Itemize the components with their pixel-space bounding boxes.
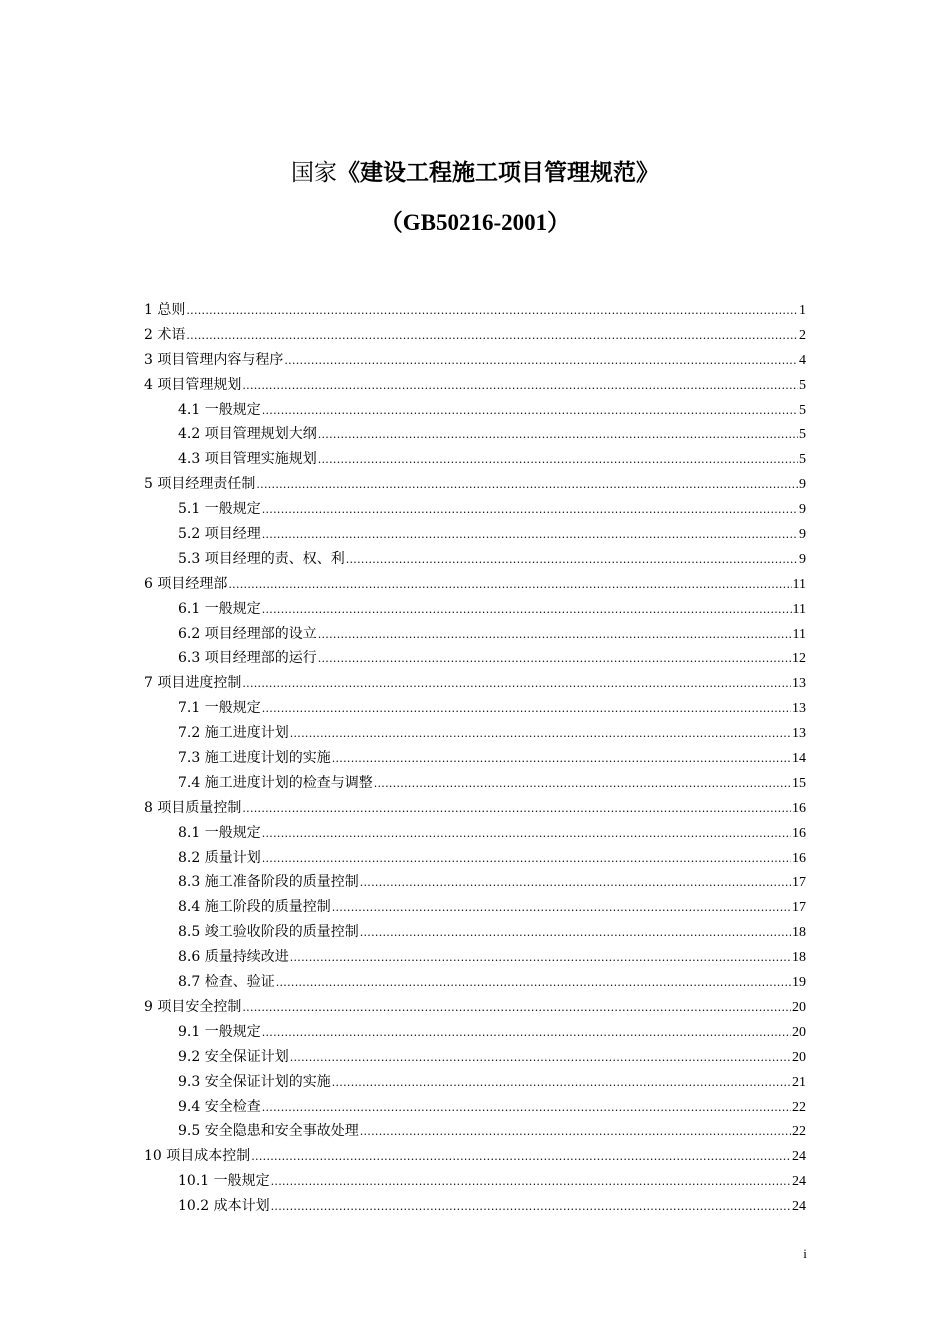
toc-entry-label: 9.3 安全保证计划的实施	[178, 1073, 331, 1090]
toc-entry-page: 13	[792, 676, 806, 692]
toc-entry-page: 9	[799, 527, 806, 543]
toc-leader-dots	[271, 1170, 791, 1195]
toc-entry[interactable]	[144, 995, 806, 1020]
toc-entry[interactable]	[144, 597, 806, 622]
toc-entry[interactable]	[144, 373, 806, 398]
standard-code: （GB50216-2001）	[379, 210, 571, 235]
table-of-contents	[144, 298, 806, 1219]
toc-leader-dots	[242, 672, 791, 697]
toc-leader-dots	[262, 1021, 791, 1046]
toc-entry-label: 8.3 施工准备阶段的质量控制	[178, 874, 359, 891]
toc-entry[interactable]	[144, 497, 806, 522]
toc-leader-dots	[318, 647, 791, 672]
toc-entry-page: 15	[792, 775, 806, 791]
toc-entry-label: 7.1 一般规定	[178, 700, 261, 717]
toc-entry-page: 20	[792, 1049, 806, 1065]
toc-entry[interactable]	[144, 472, 806, 497]
toc-leader-dots	[262, 498, 798, 523]
toc-entry-label: 8.1 一般规定	[178, 824, 261, 841]
toc-entry[interactable]	[144, 821, 806, 846]
toc-leader-dots	[332, 747, 791, 772]
toc-entry-label: 7 项目进度控制	[144, 675, 242, 692]
toc-entry-page: 19	[792, 975, 806, 991]
toc-entry[interactable]	[144, 1144, 806, 1169]
toc-leader-dots	[251, 1145, 791, 1170]
toc-entry[interactable]	[144, 1095, 806, 1120]
toc-entry-label: 9.2 安全保证计划	[178, 1048, 289, 1065]
toc-entry-label: 10.1 一般规定	[178, 1173, 270, 1190]
toc-leader-dots	[360, 871, 791, 896]
toc-entry-page: 18	[792, 925, 806, 941]
toc-entry-page: 24	[792, 1199, 806, 1215]
toc-entry-page: 5	[799, 452, 806, 468]
toc-entry[interactable]	[144, 547, 806, 572]
toc-leader-dots	[290, 1046, 791, 1071]
toc-leader-dots	[318, 448, 798, 473]
toc-leader-dots	[262, 697, 791, 722]
toc-entry-label: 9.1 一般规定	[178, 1023, 261, 1040]
toc-leader-dots	[271, 1195, 791, 1220]
toc-entry-page: 20	[792, 999, 806, 1015]
toc-entry-page: 1	[799, 303, 806, 318]
toc-entry[interactable]	[144, 1020, 806, 1045]
toc-leader-dots	[262, 399, 798, 424]
toc-entry-label: 8 项目质量控制	[144, 799, 242, 816]
toc-entry[interactable]	[144, 870, 806, 895]
toc-entry-label: 7.2 施工进度计划	[178, 725, 289, 742]
toc-entry-label: 10 项目成本控制	[144, 1148, 251, 1165]
toc-entry[interactable]	[144, 646, 806, 671]
toc-entry-page: 20	[792, 1024, 806, 1040]
toc-entry-page: 24	[792, 1174, 806, 1190]
toc-entry-label: 4.1 一般规定	[178, 401, 261, 418]
toc-entry[interactable]	[144, 348, 806, 373]
toc-entry-page: 18	[792, 950, 806, 966]
toc-entry[interactable]	[144, 1169, 806, 1194]
toc-entry-page: 2	[799, 327, 806, 343]
toc-entry-page: 5	[799, 377, 806, 393]
toc-entry-label: 8.6 质量持续改进	[178, 949, 289, 966]
toc-entry[interactable]	[144, 771, 806, 796]
toc-entry[interactable]	[144, 920, 806, 945]
toc-entry-page: 9	[799, 551, 806, 567]
toc-leader-dots	[360, 921, 791, 946]
toc-entry-label: 6.2 项目经理部的设立	[178, 625, 317, 642]
toc-entry-page: 24	[792, 1149, 806, 1165]
toc-entry-label: 5.2 项目经理	[178, 526, 261, 543]
toc-entry[interactable]	[144, 696, 806, 721]
toc-entry-label: 7.4 施工进度计划的检查与调整	[178, 774, 373, 791]
toc-entry[interactable]	[144, 746, 806, 771]
toc-leader-dots	[228, 573, 791, 598]
toc-entry-label: 9 项目安全控制	[144, 998, 242, 1015]
toc-entry-page: 9	[799, 477, 806, 493]
toc-entry-label: 8.2 质量计划	[178, 849, 261, 866]
toc-entry-page: 9	[799, 502, 806, 518]
toc-entry[interactable]	[144, 846, 806, 871]
toc-entry-page: 21	[792, 1074, 806, 1090]
toc-entry-page: 11	[792, 626, 806, 642]
toc-entry[interactable]	[144, 422, 806, 447]
toc-leader-dots	[262, 822, 791, 847]
toc-entry-label: 10.2 成本计划	[178, 1198, 270, 1215]
toc-entry[interactable]	[144, 1045, 806, 1070]
toc-entry-page: 16	[792, 800, 806, 816]
document-code	[0, 208, 950, 238]
toc-leader-dots	[318, 423, 798, 448]
toc-leader-dots	[186, 324, 798, 349]
toc-leader-dots	[290, 946, 791, 971]
toc-entry-page: 22	[792, 1124, 806, 1140]
toc-leader-dots	[242, 374, 798, 399]
toc-leader-dots	[284, 349, 798, 374]
toc-entry[interactable]	[144, 1119, 806, 1144]
toc-entry[interactable]	[144, 796, 806, 821]
toc-entry-page: 17	[792, 900, 806, 916]
toc-entry-label: 8.7 检查、验证	[178, 974, 275, 991]
toc-entry-label: 4 项目管理规划	[144, 376, 242, 393]
toc-entry-label: 8.4 施工阶段的质量控制	[178, 899, 331, 916]
toc-entry[interactable]	[144, 1194, 806, 1219]
toc-entry-label: 9.4 安全检查	[178, 1098, 261, 1115]
toc-entry-page: 16	[792, 825, 806, 841]
toc-leader-dots	[276, 971, 791, 996]
toc-entry[interactable]	[144, 298, 806, 323]
toc-leader-dots	[332, 1071, 791, 1096]
title-main: 《建设工程施工项目管理规范》	[337, 159, 659, 186]
toc-leader-dots	[262, 847, 791, 872]
toc-entry-page: 13	[792, 701, 806, 717]
toc-leader-dots	[374, 772, 791, 797]
toc-entry[interactable]	[144, 945, 806, 970]
title-prefix: 国家	[291, 160, 337, 186]
toc-entry[interactable]	[144, 721, 806, 746]
toc-leader-dots	[262, 1096, 791, 1121]
toc-entry-page: 11	[792, 576, 806, 592]
toc-entry[interactable]	[144, 671, 806, 696]
document-title	[0, 158, 950, 188]
toc-leader-dots	[346, 548, 798, 573]
toc-entry-page: 17	[792, 875, 806, 891]
toc-entry[interactable]	[144, 323, 806, 348]
toc-leader-dots	[262, 523, 798, 548]
toc-entry-label: 9.5 安全隐患和安全事故处理	[178, 1123, 359, 1140]
toc-entry[interactable]	[144, 522, 806, 547]
toc-entry-page: 16	[792, 850, 806, 866]
toc-entry-label: 5.3 项目经理的责、权、利	[178, 550, 345, 567]
toc-entry-label: 1 总则	[144, 302, 186, 318]
toc-entry[interactable]	[144, 622, 806, 647]
toc-entry-page: 5	[799, 402, 806, 418]
toc-entry-label: 4.3 项目管理实施规划	[178, 451, 317, 468]
toc-entry-label: 7.3 施工进度计划的实施	[178, 750, 331, 767]
toc-entry-label: 5 项目经理责任制	[144, 476, 256, 493]
toc-leader-dots	[360, 1120, 791, 1145]
toc-leader-dots	[186, 299, 798, 324]
toc-entry-page: 22	[792, 1099, 806, 1115]
toc-entry-label: 3 项目管理内容与程序	[144, 351, 284, 368]
toc-leader-dots	[242, 797, 791, 822]
toc-entry-page: 5	[799, 427, 806, 443]
toc-entry-page: 12	[792, 651, 806, 667]
toc-entry[interactable]	[144, 447, 806, 472]
toc-entry-label: 2 术语	[144, 326, 186, 343]
toc-entry-label: 4.2 项目管理规划大纲	[178, 426, 317, 443]
toc-entry[interactable]	[144, 1070, 806, 1095]
toc-entry[interactable]	[144, 970, 806, 995]
toc-entry[interactable]	[144, 572, 806, 597]
toc-entry-label: 6.3 项目经理部的运行	[178, 650, 317, 667]
toc-entry[interactable]	[144, 398, 806, 423]
toc-entry-page: 14	[792, 751, 806, 767]
toc-leader-dots	[290, 722, 791, 747]
toc-leader-dots	[332, 896, 791, 921]
toc-leader-dots	[242, 996, 791, 1021]
toc-entry-page: 4	[799, 352, 806, 368]
page-number: i	[803, 1246, 807, 1261]
toc-entry-label: 6 项目经理部	[144, 575, 228, 592]
toc-entry-label: 8.5 竣工验收阶段的质量控制	[178, 924, 359, 941]
toc-leader-dots	[318, 623, 792, 648]
toc-entry-page: 11	[792, 601, 806, 617]
toc-leader-dots	[256, 473, 798, 498]
toc-entry-label: 5.1 一般规定	[178, 501, 261, 518]
toc-leader-dots	[262, 598, 792, 623]
toc-entry-page: 13	[792, 726, 806, 742]
toc-entry[interactable]	[144, 895, 806, 920]
toc-entry-label: 6.1 一般规定	[178, 600, 261, 617]
